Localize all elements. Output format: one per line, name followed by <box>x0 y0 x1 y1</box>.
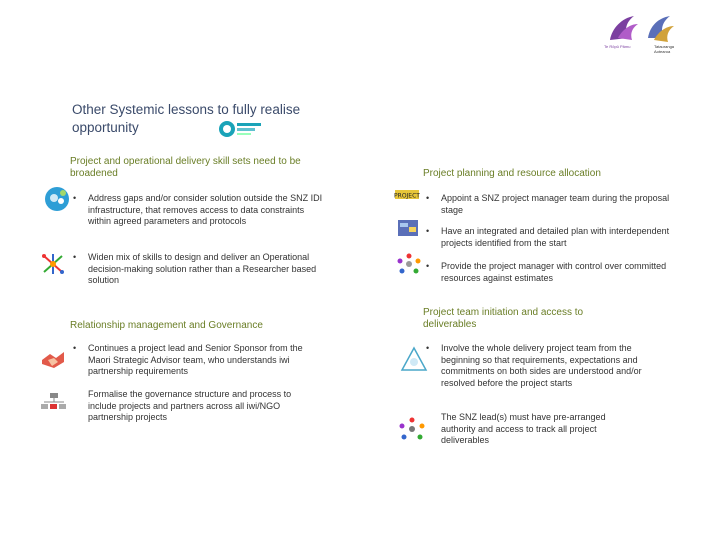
bullet-marker: • <box>73 193 77 203</box>
right-s1-item-2: Have an integrated and detailed plan with interdependent projects identified from the start <box>441 226 670 248</box>
left-section1-heading: Project and operational delivery skill sets need to be broadened <box>70 156 301 179</box>
project-label-icon <box>394 184 420 206</box>
right-s2-item-1: Involve the whole delivery project team from the beginning so that requirements, expectations and commitments on both sides are understood and/or resolved before the project starts <box>441 343 642 388</box>
left-s2-item-2: Formalise the governance structure and process to include projects and partners across all iwi/NGO partnership projects <box>88 389 292 422</box>
left-s1-item-1: Address gaps and/or consider solution outside the SNZ IDI infrastructure, that removes access to data constraints within agreed parameters and protocols <box>88 193 323 226</box>
bullet-marker: • <box>73 343 77 353</box>
left-s2-item-1: Continues a project lead and Senior Sponsor from the Maori Strategic Advisor team, who understands iwi partnership requirements <box>88 343 303 376</box>
partner-logos <box>604 10 684 54</box>
right-section2-heading: Project team initiation and access to deliverables <box>423 307 584 330</box>
bullet-marker: • <box>426 261 430 271</box>
org-chart-icon <box>40 392 68 414</box>
logo-caption-1: Te Rōpū Pāmu <box>604 44 631 49</box>
handshake-icon <box>40 346 66 372</box>
bullet-marker: • <box>73 252 77 262</box>
right-s1-item-1: Appoint a SNZ project manager team during the proposal stage <box>441 193 670 215</box>
bullet-marker: • <box>426 226 430 236</box>
people-group-icon <box>398 416 426 442</box>
planning-board-icon <box>396 218 420 240</box>
right-s1-item-3: Provide the project manager with control over committed resources against estimates <box>441 261 667 283</box>
bullet-marker: • <box>426 193 430 203</box>
left-section2-heading: Relationship management and Governance <box>70 320 263 331</box>
right-section1-heading: Project planning and resource allocation <box>423 168 601 179</box>
svg-text:PROJECT: PROJECT <box>394 192 420 200</box>
bullet-marker: • <box>426 343 430 353</box>
network-people-icon <box>40 252 66 276</box>
gears-icon <box>44 186 70 212</box>
enabling-logo-icon <box>218 118 264 140</box>
team-circle-icon <box>396 252 422 276</box>
left-s1-item-2: Widen mix of skills to design and deliver an Operational decision-making solution rather than a Researcher based solution <box>88 252 317 285</box>
page-title: Other Systemic lessons to fully realise opportunity <box>72 102 301 135</box>
logo-caption-2: Tatauranga Aotearoa <box>654 44 675 54</box>
triangle-team-icon <box>400 346 428 374</box>
right-s2-item-2: The SNZ lead(s) must have pre-arranged authority and access to track all project deliverables <box>441 412 606 445</box>
